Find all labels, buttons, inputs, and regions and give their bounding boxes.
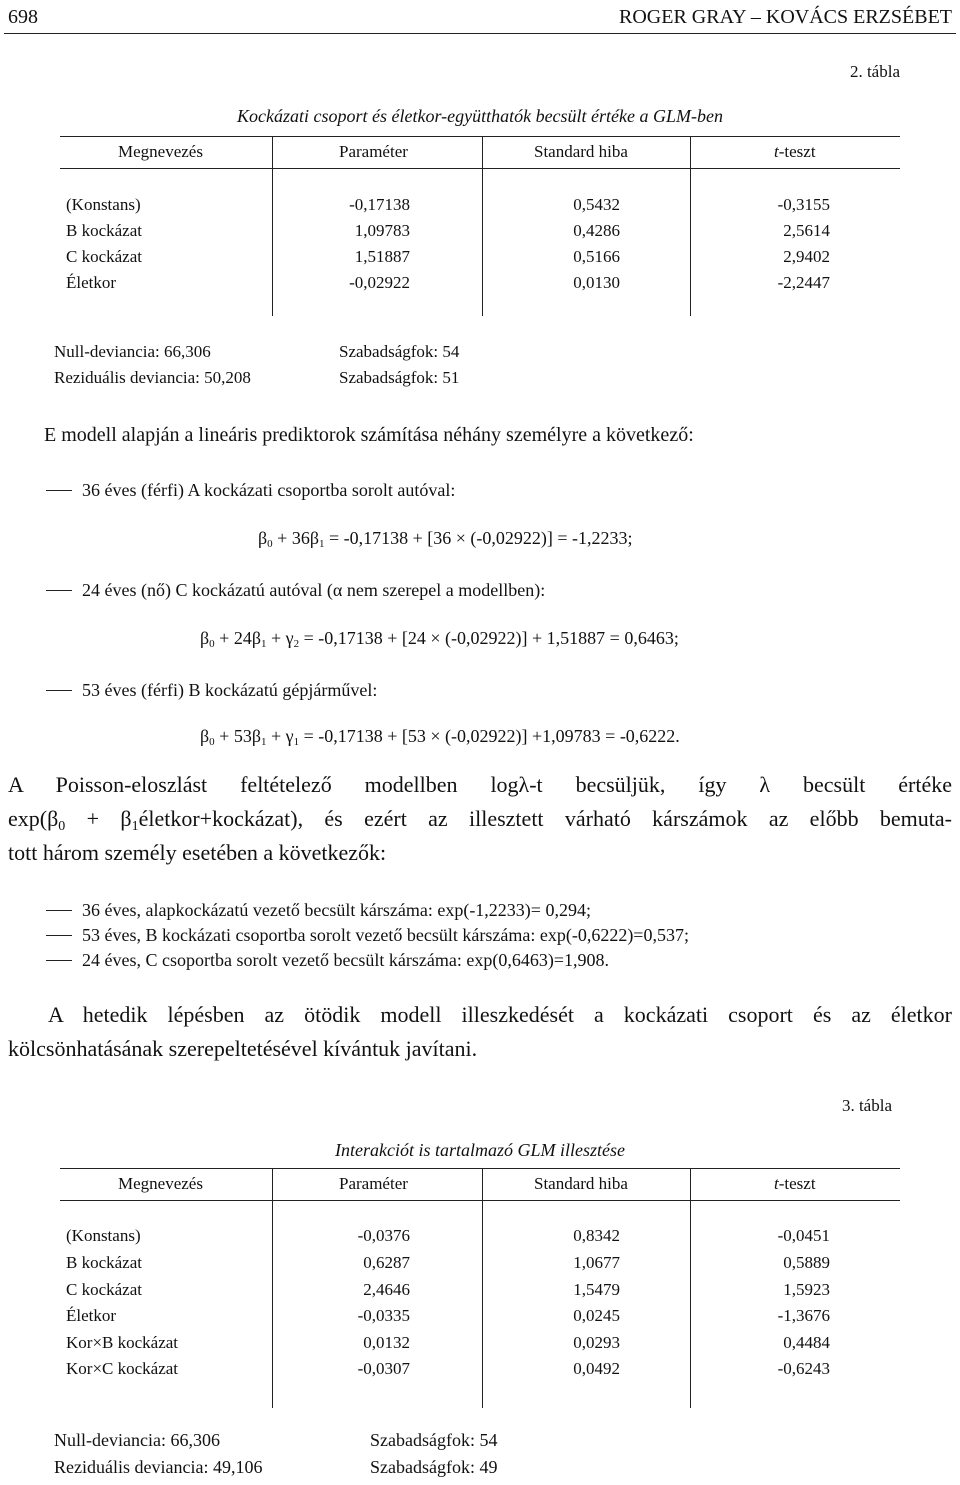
cell-stderr: 0,0492 bbox=[573, 1359, 620, 1378]
col-header-ttest: t-teszt bbox=[774, 1174, 816, 1193]
table-row bbox=[0, 218, 960, 244]
table-row bbox=[0, 270, 960, 296]
table-title: Interakciót is tartalmazó GLM illesztése bbox=[335, 1140, 625, 1160]
cell-ttest: 2,9402 bbox=[783, 247, 830, 266]
cell-param: 2,4646 bbox=[363, 1280, 410, 1299]
result-1: 36 éves, alapkockázatú vezető becsült kárszáma: exp(-1,2233)= 0,294; bbox=[46, 900, 591, 921]
cell-stderr: 0,0293 bbox=[573, 1333, 620, 1352]
cell-param: 0,6287 bbox=[363, 1253, 410, 1272]
header-rule bbox=[4, 33, 956, 34]
col-header-param: Paraméter bbox=[339, 1174, 408, 1193]
cell-stderr: 0,8342 bbox=[573, 1226, 620, 1245]
col-header-stderr: Standard hiba bbox=[534, 142, 628, 161]
table-row bbox=[0, 1303, 960, 1329]
paragraph-1-line-3: tott három személy esetében a következők: bbox=[8, 840, 387, 865]
table-header-rule bbox=[60, 1200, 900, 1201]
case-3: 53 éves (férfi) B kockázatú gépjárművel: bbox=[46, 680, 377, 701]
cell-param: -0,0307 bbox=[357, 1359, 410, 1378]
table-row bbox=[0, 244, 960, 270]
table-top-rule bbox=[60, 1168, 900, 1169]
residual-df: Szabadságfok: 49 bbox=[370, 1457, 498, 1477]
residual-deviance: Reziduális deviancia: 50,208 bbox=[54, 368, 251, 387]
col-header-name: Megnevezés bbox=[118, 142, 203, 161]
table-row bbox=[0, 1330, 960, 1356]
cell-stderr: 0,5432 bbox=[573, 195, 620, 214]
cell-param: 1,51887 bbox=[354, 247, 410, 266]
case-2: 24 éves (nő) C kockázatú autóval (α nem szerepel a modellben): bbox=[46, 580, 545, 601]
table-row bbox=[0, 1356, 960, 1382]
running-header-authors: ROGER GRAY – KOVÁCS ERZSÉBET bbox=[619, 6, 952, 28]
cell-ttest: -0,0451 bbox=[777, 1226, 830, 1245]
cell-param: -0,17138 bbox=[349, 195, 410, 214]
table-top-rule bbox=[60, 136, 900, 137]
table-label: 3. tábla bbox=[841, 1096, 892, 1115]
cell-ttest: -2,2447 bbox=[777, 273, 830, 292]
cell-name: (Konstans) bbox=[66, 195, 141, 214]
cell-stderr: 0,0245 bbox=[573, 1306, 620, 1325]
cell-ttest: -1,3676 bbox=[777, 1306, 830, 1325]
cell-name: B kockázat bbox=[66, 1253, 142, 1272]
paragraph-2-line-2: kölcsönhatásának szerepeltetésével kívántuk javítani. bbox=[8, 1036, 478, 1061]
formula-2: $\beta_0 + 24\beta_1 + \gamma_2 = -0,17138 + [24 \times (-0,02922)] + 1,51887 = 0,6463$; bbox=[200, 628, 679, 650]
cell-stderr: 1,0677 bbox=[573, 1253, 620, 1272]
cell-name: B kockázat bbox=[66, 221, 142, 240]
table-title: Kockázati csoport és életkor-együtthatók becsült értéke a GLM-ben bbox=[237, 106, 723, 126]
cell-stderr: 1,5479 bbox=[573, 1280, 620, 1299]
cell-param: -0,02922 bbox=[349, 273, 410, 292]
paragraph-2-line-1: A hetedik lépésben az ötödik modell illeszkedését a kockázati csoport és az életkor bbox=[48, 1002, 952, 1027]
formula-1: $\beta_0 + 36\beta_1 = -0,17138 + [36 \times (-0,02922)] = -1,2233$; bbox=[258, 528, 633, 550]
cell-name: C kockázat bbox=[66, 247, 142, 266]
cell-stderr: 0,0130 bbox=[573, 273, 620, 292]
residual-deviance: Reziduális deviancia: 49,106 bbox=[54, 1457, 263, 1477]
cell-ttest: 0,4484 bbox=[783, 1333, 830, 1352]
intro-sentence: E modell alapján a lineáris prediktorok számítása néhány személyre a következő: bbox=[44, 424, 694, 446]
page-number: 698 bbox=[8, 6, 38, 28]
table-row bbox=[0, 1277, 960, 1303]
residual-df: Szabadságfok: 51 bbox=[339, 368, 460, 387]
result-3: 24 éves, C csoportba sorolt vezető becsült kárszáma: exp(0,6463)=1,908. bbox=[46, 950, 609, 971]
cell-name: C kockázat bbox=[66, 1280, 142, 1299]
null-df: Szabadságfok: 54 bbox=[370, 1430, 498, 1450]
paragraph-1-line-1: A Poisson-eloszlást feltételező modellben logλ-t becsüljük, így λ becsült értéke bbox=[8, 772, 952, 797]
col-header-param: Paraméter bbox=[339, 142, 408, 161]
cell-stderr: 0,4286 bbox=[573, 221, 620, 240]
null-deviance: Null-deviancia: 66,306 bbox=[54, 342, 211, 361]
cell-param: -0,0376 bbox=[357, 1226, 410, 1245]
cell-ttest: -0,6243 bbox=[777, 1359, 830, 1378]
cell-name: (Konstans) bbox=[66, 1226, 141, 1245]
cell-ttest: 1,5923 bbox=[783, 1280, 830, 1299]
table-header-rule bbox=[60, 168, 900, 169]
cell-param: 1,09783 bbox=[354, 221, 410, 240]
table-row bbox=[0, 192, 960, 218]
result-2: 53 éves, B kockázati csoportba sorolt vezető becsült kárszáma: exp(-0,6222)=0,537; bbox=[46, 925, 689, 946]
table-row bbox=[0, 1223, 960, 1249]
cell-ttest: -0,3155 bbox=[777, 195, 830, 214]
col-header-ttest: t-teszt bbox=[774, 142, 816, 161]
table-label: 2. tábla bbox=[849, 62, 900, 81]
cell-param: 0,0132 bbox=[363, 1333, 410, 1352]
formula-3: $\beta_0 + 53\beta_1 + \gamma_1 = -0,17138 + [53 \times (-0,02922)] +1,09783 = -0,6222$. bbox=[200, 726, 680, 748]
cell-name: Életkor bbox=[66, 1306, 117, 1325]
col-header-name: Megnevezés bbox=[118, 1174, 203, 1193]
cell-ttest: 0,5889 bbox=[783, 1253, 830, 1272]
cell-name: Kor×C kockázat bbox=[66, 1359, 179, 1378]
table-row bbox=[0, 1250, 960, 1276]
cell-stderr: 0,5166 bbox=[573, 247, 620, 266]
null-df: Szabadságfok: 54 bbox=[339, 342, 460, 361]
case-1: 36 éves (férfi) A kockázati csoportba sorolt autóval: bbox=[46, 480, 455, 501]
cell-param: -0,0335 bbox=[357, 1306, 410, 1325]
col-header-stderr: Standard hiba bbox=[534, 1174, 628, 1193]
paragraph-1-line-2: exp(β0 + β1életkor+kockázat), és ezért az illesztett várható kárszámok az előbb bemuta- bbox=[8, 806, 952, 834]
cell-name: Életkor bbox=[66, 273, 117, 292]
cell-ttest: 2,5614 bbox=[783, 221, 830, 240]
cell-name: Kor×B kockázat bbox=[66, 1333, 179, 1352]
null-deviance: Null-deviancia: 66,306 bbox=[54, 1430, 220, 1450]
